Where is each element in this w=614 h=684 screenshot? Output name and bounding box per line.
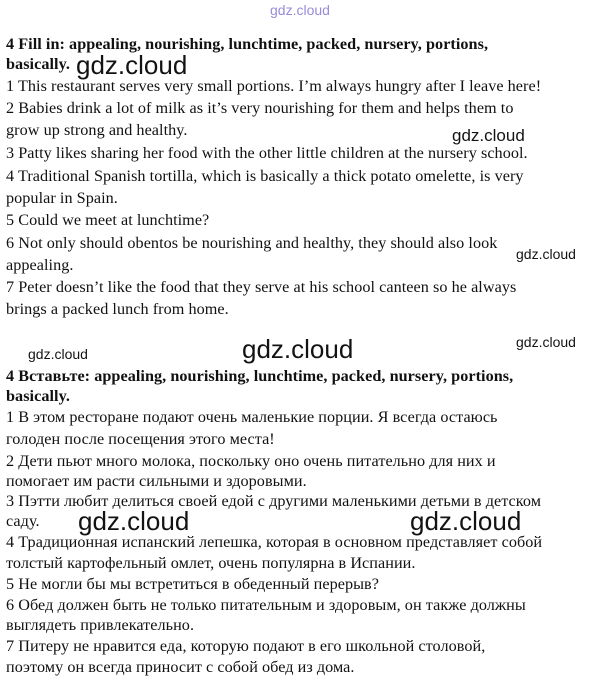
text-line: 5 Could we meet at lunchtime? [6,211,210,229]
text-line: grow up strong and healthy. [6,121,188,139]
text-line: popular in Spain. [6,189,118,207]
exercise-title-russian-cont: basically. [6,387,70,405]
text-line: толстый картофельный омлет, очень популярна в Испании. [6,554,416,572]
watermark-top: gdz.cloud [270,2,330,18]
text-line: 4 Традиционная испанский лепешка, которая в основном представляет собой [6,533,543,551]
text-line: помогает им расти сильными и здоровыми. [6,472,307,490]
watermark: gdz.cloud [76,50,188,80]
text-line: 4 Traditional Spanish tortilla, which is basically a thick potato omelette, is very [6,167,524,185]
text-line: 2 Дети пьют много молока, поскольку оно очень питательно для них и [6,452,496,470]
text-line: 1 В этом ресторане подают очень маленькие порции. Я всегда остаюсь [6,408,498,426]
text-line: 2 Babies drink a lot of milk as it’s very nourishing for them and helps them to [6,99,514,117]
text-line: 6 Not only should obentos be nourishing and healthy, they should also look [6,234,498,252]
text-line: appealing. [6,256,74,274]
exercise-title-russian: 4 Вставьте: appealing, nourishing, lunchtime, packed, nursery, portions, [6,367,514,385]
exercise-title-english-cont: basically. [6,55,70,73]
text-line: 7 Питеру не нравится еда, которую подают в его школьной столовой, [6,637,486,655]
text-line: 3 Patty likes sharing her food with the other little children at the nursery school. [6,144,528,162]
watermark: gdz.cloud [78,506,190,536]
text-line: brings a packed lunch from home. [6,300,229,318]
text-line: поэтому он всегда приносит с собой обед из дома. [6,658,355,676]
watermark: gdz.cloud [410,506,522,536]
text-line: 1 This restaurant serves very small portions. I’m always hungry after I leave here! [6,77,542,95]
watermark: gdz.cloud [242,334,354,364]
text-line: выглядеть привлекательно. [6,616,195,634]
text-line: 7 Peter doesn’t like the food that they serve at his school canteen so he always [6,278,517,296]
watermark: gdz.cloud [452,126,525,145]
watermark: gdz.cloud [28,346,88,362]
exercise-title-english: 4 Fill in: appealing, nourishing, lunchtime, packed, nursery, portions, [6,35,489,53]
watermark: gdz.cloud [516,246,576,262]
text-line: 6 Обед должен быть не только питательным и здоровым, он также должны [6,596,526,614]
text-line: саду. [6,512,40,530]
text-line: голоден после посещения этого места! [6,430,275,448]
text-line: 5 Не могли бы мы встретиться в обеденный перерыв? [6,575,379,593]
watermark: gdz.cloud [516,334,576,350]
text-line: 3 Пэтти любит делиться своей едой с другими маленькими детьми в детском [6,492,542,510]
